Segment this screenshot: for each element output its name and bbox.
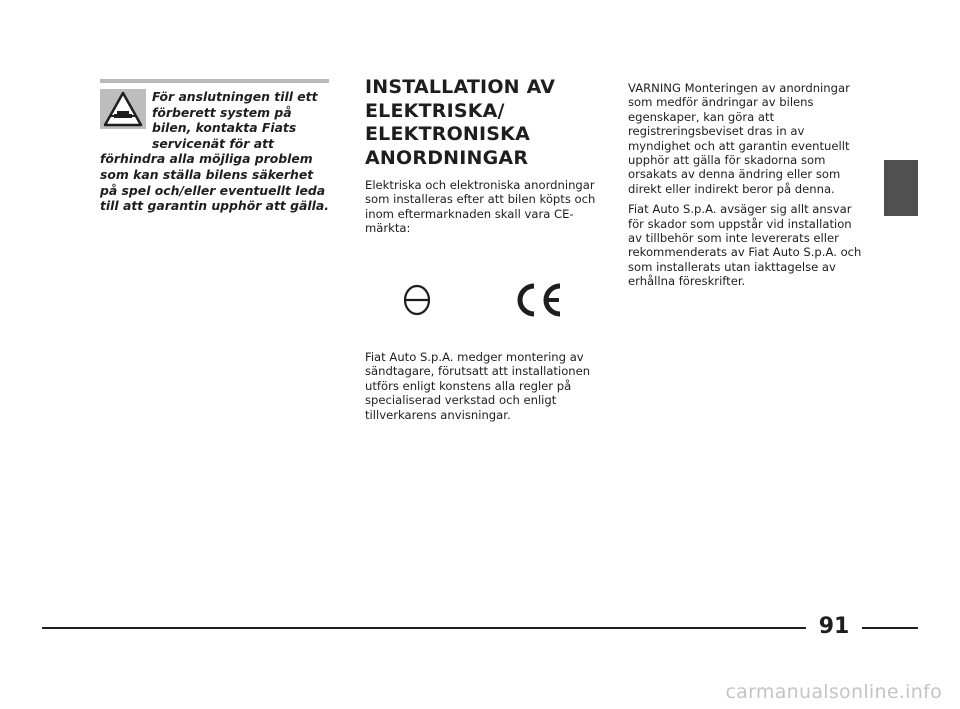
right-paragraph-warning: VARNING Monteringen av anordningar som medför ändringar av bilens egenskaper, kan göra att registreringsbeviset dras in av myndighet och att garantin eventuellt upphör att gälla för skadorna som orsakats av denna ändring eller som direkt eller indirekt beror på denna.: [628, 81, 850, 196]
right-column: [628, 81, 864, 295]
section-heading: INSTALLATION AV ELEKTRISKA/ ELEKTRONISKA ANORDNINGAR: [365, 76, 556, 169]
footer-rule-left: [42, 627, 806, 629]
e-mark-icon: [402, 283, 432, 317]
footer-rule-right: [862, 627, 918, 629]
warning-note-text: För anslutningen till ett förberett system på bilen, kontakta Fiats servicenät för att förhindra alla möjliga problem som kan ställa bilens säkerhet på spel och/eller eventuellt leda till att garantin upphör att gälla.: [100, 89, 329, 214]
section-outro: Fiat Auto S.p.A. medger montering av sändtagare, förutsatt att installationen utförs enligt konstens alla regler på specialiserad verkstad och enligt tillverkarens anvisningar.: [365, 350, 591, 422]
warning-top-rule: [100, 79, 329, 83]
ce-mark-icon: [512, 281, 566, 319]
chapter-side-tab: [884, 160, 918, 216]
section-intro: Elektriska och elektroniska anordningar som installeras efter att bilen köpts och inom eftermarknaden skall vara CE-märkta:: [365, 178, 596, 236]
right-paragraph-disclaimer: Fiat Auto S.p.A. avsäger sig allt ansvar för skador som uppstår vid installation av tillbehör som inte levererats eller rekommenderats av Fiat Auto S.p.A. och som installerats utan iakttagelse av erhållna föreskrifter.: [628, 202, 862, 289]
warning-note: [100, 89, 332, 214]
page-number: 91: [818, 614, 850, 639]
watermark: carmanualsonline.info: [725, 681, 942, 703]
